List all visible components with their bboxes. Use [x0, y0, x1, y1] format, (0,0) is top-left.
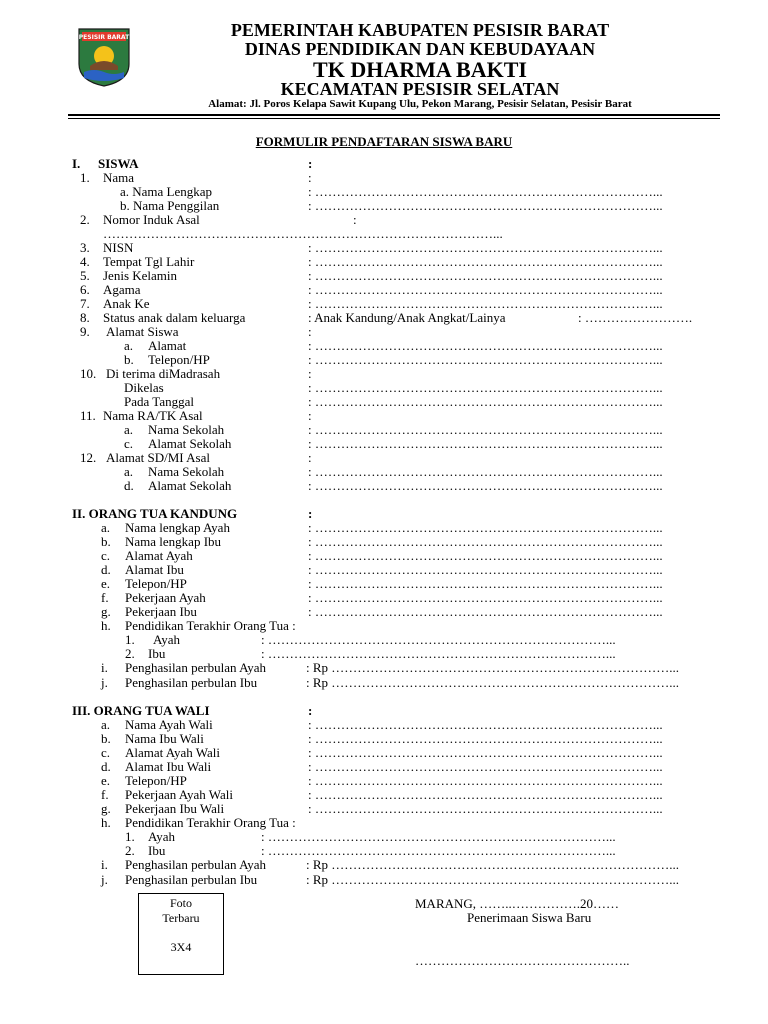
form-text: Telepon/HP — [148, 352, 210, 367]
form-text: a. — [101, 520, 111, 535]
form-text: ………………………………………………………………………………... — [103, 226, 503, 241]
form-field-row — [0, 732, 768, 746]
form-text: NISN — [103, 240, 134, 255]
form-field-row — [0, 676, 768, 690]
form-text: d. — [124, 478, 134, 493]
photo-label-2: Terbaru — [162, 911, 200, 925]
form-text: a. — [124, 338, 134, 353]
form-text: j. — [101, 872, 108, 887]
form-text: : ……………………………………………………………………... — [308, 240, 663, 255]
form-text: 2. — [125, 843, 135, 858]
form-field-row — [0, 521, 768, 535]
signature-role: Penerimaan Siswa Baru — [467, 910, 592, 925]
emblem-label: PESISIR BARAT — [78, 34, 130, 41]
form-field-row — [0, 185, 768, 199]
form-text: Nama lengkap Ibu — [125, 534, 222, 549]
form-text: : ……………………………………………………………………... — [308, 254, 663, 269]
form-text: Penghasilan perbulan Ibu — [125, 675, 258, 690]
form-text: Telepon/HP — [125, 576, 187, 591]
form-field-row — [0, 479, 768, 493]
form-field-row — [0, 816, 768, 830]
form-text: : ……………………………………………………………………... — [308, 548, 663, 563]
form-text: f. — [101, 590, 109, 605]
form-text: : ……………………………………………………………………... — [308, 520, 663, 535]
form-text: 1. — [125, 829, 135, 844]
form-text: 10. — [80, 366, 97, 381]
form-field-row — [0, 395, 768, 409]
form-field-row — [0, 353, 768, 367]
form-text: : Anak Kandung/Anak Angkat/Lainya — [308, 310, 506, 325]
form-text: SISWA — [98, 156, 139, 171]
form-text: Penghasilan perbulan Ayah — [125, 660, 267, 675]
letterhead-divider-thick — [68, 114, 720, 116]
form-text: : ……………………………………………………………………... — [308, 590, 663, 605]
form-text: Alamat Ayah — [125, 548, 193, 563]
form-text: Ayah — [153, 632, 180, 647]
form-field-row — [0, 255, 768, 269]
form-field-row — [0, 549, 768, 563]
form-text: : ……………………………………………………………………... — [308, 380, 663, 395]
form-text: Alamat Ayah Wali — [125, 745, 220, 760]
section-heading — [0, 157, 768, 171]
form-text: : ……………………………………………………………………... — [308, 436, 663, 451]
form-text: Alamat Siswa — [106, 324, 179, 339]
form-text: 12. — [80, 450, 97, 465]
form-text: 6. — [80, 282, 90, 297]
form-text: Nama RA/TK Asal — [103, 408, 203, 423]
form-text: 4. — [80, 254, 90, 269]
form-field-row — [0, 535, 768, 549]
regency-emblem-icon — [76, 26, 132, 88]
form-text: 2. — [125, 646, 135, 661]
form-field-row — [0, 661, 768, 675]
form-text: h. — [101, 815, 111, 830]
form-text: : ……………………. — [578, 310, 693, 325]
form-text: f. — [101, 787, 109, 802]
photo-label: Foto — [169, 896, 192, 910]
form-text: : ……………………………………………………………………... — [308, 282, 663, 297]
form-text: e. — [101, 773, 111, 788]
form-text: Alamat — [148, 338, 187, 353]
form-text: : ……………………………………………………………………... — [308, 464, 663, 479]
form-text: : ……………………………………………………………………... — [308, 338, 663, 353]
form-text: : ……………………………………………………………………... — [308, 422, 663, 437]
form-text: c. — [124, 436, 134, 451]
form-field-row — [0, 311, 768, 325]
form-text: : ……………………………………………………………………... — [308, 268, 663, 283]
form-field-row — [0, 619, 768, 633]
form-text: Nama Sekolah — [148, 422, 225, 437]
form-text: Jenis Kelamin — [103, 268, 178, 283]
form-field-row — [0, 241, 768, 255]
form-text: b. — [124, 352, 134, 367]
form-text: : Rp ……………………………………………………………………... — [306, 857, 680, 872]
form-text: : — [308, 450, 312, 465]
form-field-row — [0, 591, 768, 605]
form-text: d. — [101, 562, 111, 577]
form-text: : ……………………………………………………………………... — [261, 646, 616, 661]
form-field-row — [0, 339, 768, 353]
form-text: : ……………………………………………………………………... — [308, 534, 663, 549]
form-field-row — [0, 873, 768, 887]
form-text: : ……………………………………………………………………... — [308, 604, 663, 619]
form-text: Ayah — [148, 829, 175, 844]
form-field-row — [0, 213, 768, 227]
form-field-row — [0, 802, 768, 816]
form-text: : ……………………………………………………………………... — [308, 562, 663, 577]
form-field-row — [0, 774, 768, 788]
form-text: Alamat Sekolah — [148, 478, 232, 493]
form-text: 3. — [80, 240, 90, 255]
form-field-row — [0, 577, 768, 591]
form-text: : ……………………………………………………………………... — [308, 576, 663, 591]
form-text: Nama lengkap Ayah — [125, 520, 230, 535]
form-text: : Rp ……………………………………………………………………... — [306, 675, 680, 690]
form-text: : ……………………………………………………………………... — [308, 731, 663, 746]
form-text: : — [308, 156, 313, 171]
form-field-row — [0, 844, 768, 858]
signature-name-line: ………………………………………….. — [415, 953, 630, 968]
form-text: Di terima diMadrasah — [106, 366, 221, 381]
form-text: c. — [101, 745, 111, 760]
form-text: 8. — [80, 310, 90, 325]
form-field-row — [0, 171, 768, 185]
form-text: j. — [101, 675, 108, 690]
form-text: : — [353, 212, 357, 227]
form-text: Telepon/HP — [125, 773, 187, 788]
letterhead-school-name: TK DHARMA BAKTI — [313, 57, 527, 82]
form-text: : Rp ……………………………………………………………………... — [306, 660, 680, 675]
form-text: : — [308, 324, 312, 339]
letterhead-divider-thin — [68, 118, 720, 119]
form-field-row — [0, 788, 768, 802]
letterhead-department: DINAS PENDIDIKAN DAN KEBUDAYAAN — [244, 39, 596, 59]
form-field-row — [0, 325, 768, 339]
form-text: d. — [101, 759, 111, 774]
form-field-row — [0, 423, 768, 437]
form-text: Anak Ke — [103, 296, 150, 311]
form-field-row — [0, 760, 768, 774]
form-field-row — [0, 465, 768, 479]
form-text: III. ORANG TUA WALI — [72, 703, 210, 718]
form-field-row — [0, 409, 768, 423]
section-heading — [0, 507, 768, 521]
form-text: b. — [101, 731, 111, 746]
form-text: Nomor Induk Asal — [103, 212, 200, 227]
form-field-row — [0, 746, 768, 760]
form-text: Pendidikan Terakhir Orang Tua : — [125, 618, 296, 633]
form-title: FORMULIR PENDAFTARAN SISWA BARU — [255, 134, 513, 149]
form-text: Alamat Sekolah — [148, 436, 232, 451]
form-text: Nama Ayah Wali — [125, 717, 213, 732]
form-field-row — [0, 633, 768, 647]
form-field-row — [0, 437, 768, 451]
form-field-row — [0, 227, 768, 241]
form-field-row — [0, 451, 768, 465]
form-text: Ibu — [148, 646, 166, 661]
form-text: Alamat Ibu Wali — [125, 759, 212, 774]
form-text: Pekerjaan Ayah Wali — [125, 787, 233, 802]
form-text: II. ORANG TUA KANDUNG — [72, 506, 238, 521]
form-text: a. Nama Lengkap — [120, 184, 213, 199]
form-text: 7. — [80, 296, 90, 311]
form-text: Tempat Tgl Lahir — [103, 254, 195, 269]
form-text: Nama — [103, 170, 135, 185]
form-text: i. — [101, 660, 108, 675]
form-text: Nama Sekolah — [148, 464, 225, 479]
letterhead-government: PEMERINTAH KABUPATEN PESISIR BARAT — [230, 20, 610, 40]
form-text: : ……………………………………………………………………... — [308, 717, 663, 732]
form-text: Pendidikan Terakhir Orang Tua : — [125, 815, 296, 830]
form-text: : ……………………………………………………………………... — [261, 843, 616, 858]
form-text: Penghasilan perbulan Ayah — [125, 857, 267, 872]
form-field-row — [0, 563, 768, 577]
form-text: Dikelas — [124, 380, 164, 395]
form-text: : ……………………………………………………………………... — [308, 773, 663, 788]
form-text: : — [308, 408, 312, 423]
form-text: Penghasilan perbulan Ibu — [125, 872, 258, 887]
form-text: g. — [101, 604, 111, 619]
form-text: : ……………………………………………………………………... — [308, 198, 663, 213]
form-text: 2. — [80, 212, 90, 227]
form-text: e. — [101, 576, 111, 591]
form-text: Pada Tanggal — [124, 394, 194, 409]
letterhead-district: KECAMATAN PESISIR SELATAN — [280, 79, 560, 99]
form-text: i. — [101, 857, 108, 872]
form-text: h. — [101, 618, 111, 633]
form-text: 1. — [80, 170, 90, 185]
form-text: : ……………………………………………………………………... — [308, 296, 663, 311]
form-text: b. Nama Penggilan — [120, 198, 220, 213]
form-field-row — [0, 647, 768, 661]
form-text: I. — [72, 156, 81, 171]
form-text: c. — [101, 548, 111, 563]
form-text: : ……………………………………………………………………... — [308, 745, 663, 760]
form-text: Agama — [103, 282, 141, 297]
form-text: : — [308, 506, 313, 521]
form-text: : ……………………………………………………………………... — [308, 352, 663, 367]
form-field-row — [0, 718, 768, 732]
section-heading — [0, 704, 768, 718]
form-field-row — [0, 858, 768, 872]
signature-place-date: MARANG, ……..…………….20…… — [415, 896, 620, 911]
form-text: b. — [101, 534, 111, 549]
form-text: Pekerjaan Ibu — [125, 604, 197, 619]
form-text: : ……………………………………………………………………... — [261, 829, 616, 844]
form-text: a. — [124, 422, 134, 437]
form-text: Alamat SD/MI Asal — [106, 450, 210, 465]
form-text: : ……………………………………………………………………... — [308, 801, 663, 816]
form-text: g. — [101, 801, 111, 816]
form-field-row — [0, 367, 768, 381]
form-text: : ……………………………………………………………………... — [308, 787, 663, 802]
form-field-row — [0, 283, 768, 297]
form-text: : — [308, 366, 312, 381]
form-text: : ……………………………………………………………………... — [308, 394, 663, 409]
form-text: 5. — [80, 268, 90, 283]
form-text: Pekerjaan Ayah — [125, 590, 206, 605]
form-text: : ……………………………………………………………………... — [308, 759, 663, 774]
letterhead-address: Alamat: Jl. Poros Kelapa Sawit Kupang Ulu, Pekon Marang, Pesisir Selatan, Pesisir Barat — [208, 98, 632, 110]
form-field-row — [0, 199, 768, 213]
form-text: Ibu — [148, 843, 166, 858]
form-text: a. — [101, 717, 111, 732]
form-text: : Rp ……………………………………………………………………... — [306, 872, 680, 887]
form-text: 9. — [80, 324, 90, 339]
form-text: : ……………………………………………………………………... — [308, 184, 663, 199]
form-text: : ……………………………………………………………………... — [308, 478, 663, 493]
form-text: : ……………………………………………………………………... — [261, 632, 616, 647]
form-field-row — [0, 381, 768, 395]
photo-size: 3X4 — [170, 940, 192, 954]
form-field-row — [0, 297, 768, 311]
form-text: Status anak dalam keluarga — [103, 310, 246, 325]
form-text: a. — [124, 464, 134, 479]
form-text: Alamat Ibu — [125, 562, 184, 577]
form-text: 1. — [125, 632, 135, 647]
form-text: : — [308, 170, 312, 185]
form-text: : — [308, 703, 313, 718]
form-text: 11. — [80, 408, 96, 423]
form-field-row — [0, 605, 768, 619]
form-text: Nama Ibu Wali — [125, 731, 204, 746]
form-field-row — [0, 269, 768, 283]
form-text: Pekerjaan Ibu Wali — [125, 801, 225, 816]
form-field-row — [0, 830, 768, 844]
